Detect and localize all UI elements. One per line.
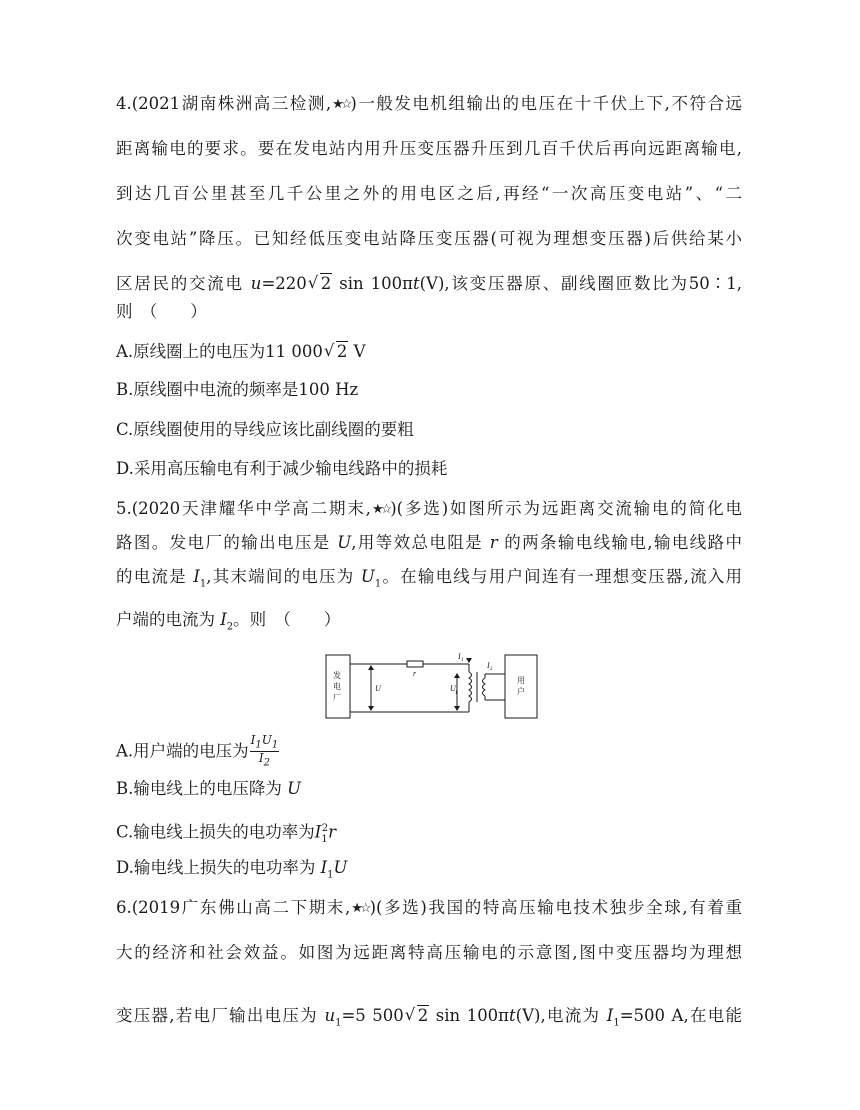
q4-option-c: C.原线圈使用的导线应该比副线圈的要粗 xyxy=(116,420,414,439)
q4-line-5: 区居民的交流电 u=220√ 2 sin 100πt(V),该变压器原、副线圈匝数比为50∶1, xyxy=(116,272,742,296)
q5-option-d: D.输电线上损失的电功率为 $I_1U$ xyxy=(116,858,348,881)
q5-line-4: 户端的电流为 $I_2$。则 （ ） xyxy=(116,610,341,633)
transmission-circuit-diagram xyxy=(325,650,541,724)
q4-line-6: 则 （ ） xyxy=(116,302,207,321)
user-label: 用 xyxy=(517,676,525,685)
q5-option-a: A.用户端的电压为 $\frac{I_1U_1}{I_2}$ xyxy=(116,733,279,769)
primary-coil xyxy=(469,672,472,702)
q6-line-3: 变压器,若电厂输出电压为 $u_1=5$ 500√ 2 sin 100πt(V),电流为 $I_1=500$ A,在电能 xyxy=(116,1004,742,1035)
q4-option-b: B.原线圈中电流的频率是100 Hz xyxy=(116,380,359,399)
q4-line-3: 到达几百公里甚至几千公里之外的用电区之后,再经“一次高压变电站”、“二 xyxy=(116,184,742,203)
sqrt-2: √ 2 xyxy=(309,272,333,296)
svg-text:r: r xyxy=(413,669,417,678)
resistor-r xyxy=(407,661,423,667)
q6-line-1: 6.(2019广东佛山高二下期末,★☆)(多选)我国的特高压输电技术独步全球,有着重 xyxy=(116,896,742,921)
q4-option-d: D.采用高压输电有利于减少输电线路中的损耗 xyxy=(116,459,448,478)
generator-label: 发 xyxy=(333,671,341,680)
q4-line-2: 距离输电的要求。要在发电站内用升压变压器升压到几百千伏后再向远距离输电, xyxy=(116,139,742,158)
q5-line-2: 路图。发电厂的输出电压是 U,用等效总电阻是 r 的两条输电线输电,输电线路中 xyxy=(116,533,742,552)
q5-line-3: 的电流是 $I_1$,其末端间的电压为 $U_1$。在输电线与用户间连有一理想变压器,流入用 xyxy=(116,567,743,590)
svg-text:电: 电 xyxy=(333,682,341,691)
svg-text:1: 1 xyxy=(455,691,458,696)
difficulty-star-icon: ★☆ xyxy=(371,502,390,517)
svg-text:I: I xyxy=(487,661,490,670)
svg-text:厂: 厂 xyxy=(333,693,341,702)
q5-option-c: C.输电线上损失的电功率为$I_1^2r$ xyxy=(116,822,336,845)
svg-text:I: I xyxy=(458,652,461,661)
q5-option-b: B.输电线上的电压降为 U xyxy=(116,779,302,798)
svg-text:2: 2 xyxy=(490,667,493,672)
svg-text:1: 1 xyxy=(461,658,464,663)
q4-line-4: 次变电站”降压。已知经低压变电站降压变压器(可视为理想变压器)后供给某小 xyxy=(116,229,742,248)
q6-line-2: 大的经济和社会效益。如图为远距离特高压输电的示意图,图中变压器均为理想 xyxy=(116,943,742,962)
difficulty-star-icon: ★☆ xyxy=(332,97,350,112)
secondary-coil xyxy=(483,678,486,696)
svg-text:U: U xyxy=(450,684,456,693)
svg-text:U: U xyxy=(375,684,381,693)
difficulty-star-icon: ★☆ xyxy=(351,901,369,916)
svg-text:户: 户 xyxy=(517,687,525,696)
q5-line-1: 5.(2020天津耀华中学高二期末,★☆)(多选)如图所示为远距离交流输电的简化电 xyxy=(116,497,742,522)
q4-option-a: A.原线圈上的电压为11 000√ 2 V xyxy=(116,340,366,364)
q4-line-1: 4.(2021湖南株洲高三检测,★☆)一般发电机组输出的电压在十千伏上下,不符合远 xyxy=(116,92,742,117)
fraction-I1U1-over-I2: $\frac{I_1U_1}{I_2}$ xyxy=(250,733,279,769)
